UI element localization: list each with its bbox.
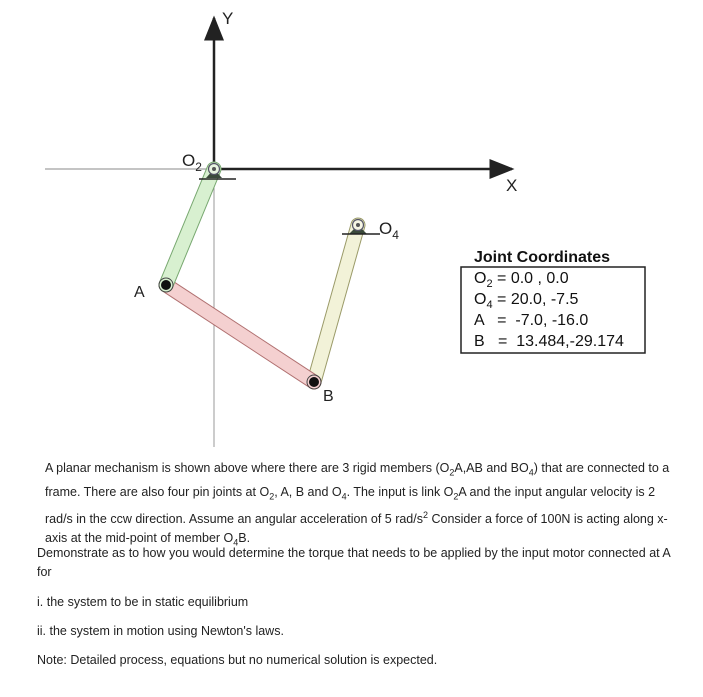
task-item-dynamic: ii. the system in motion using Newton's laws. bbox=[37, 624, 284, 638]
link-ab-fill bbox=[166, 285, 314, 382]
text-run: A,AB and BO bbox=[454, 461, 529, 475]
x-axis-label: X bbox=[506, 176, 518, 195]
joint-coordinates-table bbox=[461, 249, 645, 353]
text-run: . The input is link O bbox=[346, 484, 454, 499]
task-note: Note: Detailed process, equations but no numerical solution is expected. bbox=[37, 653, 438, 667]
label-o4: $O_4$ bbox=[379, 219, 399, 242]
text-run: ) that are connected to a frame. There are also four pin joints at O bbox=[45, 461, 670, 499]
table-title: Joint Coordinates bbox=[474, 249, 611, 266]
pin-b bbox=[307, 375, 321, 389]
subscript: 4 bbox=[528, 467, 534, 478]
text-run: Consider a force of 100N is acting along x-axis at the mid-point of member O bbox=[45, 512, 668, 546]
pin-a bbox=[159, 278, 173, 292]
text-run: B. bbox=[238, 531, 251, 546]
text-run: , A, B and O bbox=[274, 484, 342, 499]
table-row: $O_2 = 0.0$ , 0.0 bbox=[474, 270, 569, 290]
ground-o4 bbox=[342, 220, 380, 235]
table-row: B = 13.484,-29.174 bbox=[474, 333, 624, 350]
task-statement: Demonstrate as to how you would determine the torque that needs to be applied by the input motor connected at A for bbox=[37, 546, 671, 579]
label-o2: $O_2$ bbox=[182, 151, 202, 174]
link-o2a-fill bbox=[166, 169, 214, 285]
table-row: A = -7.0, -16.0 bbox=[474, 312, 589, 329]
label-b: B bbox=[323, 388, 334, 405]
subscript: 2 bbox=[453, 491, 459, 501]
text-run: A and the input angular velocity is 2 rad/s in the ccw direction. Assume an angular acceleration of 5 rad/s bbox=[45, 484, 656, 527]
table-row: $O_4 = 20.0$, -7.5 bbox=[474, 291, 579, 311]
superscript: 2 bbox=[422, 510, 428, 520]
text-run: A planar mechanism is shown above where there are 3 rigid members (O bbox=[45, 461, 450, 475]
y-axis-label: Y bbox=[222, 9, 234, 28]
subscript: 4 bbox=[341, 491, 347, 501]
task-item-static: i. the system to be in static equilibrium bbox=[37, 595, 249, 609]
subscript: 2 bbox=[269, 491, 275, 501]
link-bo4-fill bbox=[314, 225, 358, 382]
label-a: A bbox=[134, 284, 145, 301]
subscript: 2 bbox=[449, 467, 455, 478]
subscript: 4 bbox=[233, 537, 239, 548]
problem-description bbox=[45, 459, 675, 553]
